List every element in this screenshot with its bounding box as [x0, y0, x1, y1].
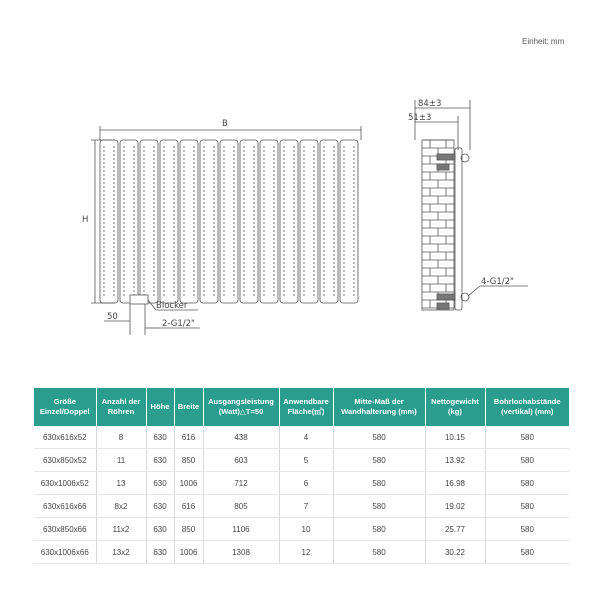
valve-block	[130, 295, 148, 304]
table-cell: 580	[333, 518, 425, 541]
height-label: H	[82, 215, 89, 225]
table-cell: 11	[96, 449, 146, 472]
column-header: Anwendbare Fläche(㎡)	[279, 388, 333, 426]
table-cell: 19.02	[425, 495, 485, 518]
radiator-side-profile	[455, 148, 462, 310]
table-cell: 1006	[174, 541, 203, 564]
table-row	[34, 426, 569, 449]
table-cell: 580	[333, 541, 425, 564]
table-cell: 850	[174, 518, 203, 541]
radiator-tube	[100, 140, 118, 303]
side-connection-leader	[468, 286, 480, 296]
radiator-tube	[300, 140, 318, 303]
table-cell: 580	[333, 495, 425, 518]
top-bracket	[437, 154, 455, 160]
table-cell: 1106	[203, 518, 279, 541]
table-cell: 630x616x52	[34, 426, 96, 449]
bottom-bracket	[437, 294, 455, 300]
table-cell: 5	[279, 449, 333, 472]
table-cell: 13	[96, 472, 146, 495]
table-cell: 580	[485, 495, 569, 518]
table-cell: 1006	[174, 472, 203, 495]
table-cell: 10	[279, 518, 333, 541]
radiator-tube	[200, 140, 218, 303]
table-cell: 630	[146, 495, 174, 518]
table-cell: 850	[174, 449, 203, 472]
table-cell: 7	[279, 495, 333, 518]
table-row	[34, 449, 569, 472]
table-cell: 12	[279, 541, 333, 564]
table-cell: 25.77	[425, 518, 485, 541]
column-header: Bohrlochabstände (vertikal) (mm)	[485, 388, 569, 426]
unit-label: Einheit: mm	[522, 37, 565, 46]
radiator-tubes	[100, 140, 358, 303]
radiator-tube	[120, 140, 138, 303]
column-header: Ausgangsleistung (Watt)△T=50	[203, 388, 279, 426]
table-cell: 13.92	[425, 449, 485, 472]
table-cell: 580	[333, 426, 425, 449]
radiator-tube	[340, 140, 358, 303]
table-cell: 630x850x66	[34, 518, 96, 541]
front-view	[91, 126, 361, 335]
column-header: Höhe	[146, 388, 174, 426]
spec-table-header	[34, 388, 569, 426]
blocker-label: Blocker	[156, 301, 188, 311]
side-connection-label: 4-G1/2"	[481, 277, 514, 287]
radiator-tube	[140, 140, 158, 303]
table-cell: 630	[146, 518, 174, 541]
radiator-tube	[240, 140, 258, 303]
blocker-leader	[148, 300, 156, 310]
table-cell: 616	[174, 426, 203, 449]
table-cell: 4	[279, 426, 333, 449]
column-header: Mitte-Maß der Wandhalterung (mm)	[333, 388, 425, 426]
offset-label: 50	[107, 312, 118, 322]
top-bracket-lower	[437, 164, 449, 170]
table-cell: 712	[203, 472, 279, 495]
spec-table-body	[34, 426, 569, 564]
column-header: Größe Einzel/Doppel	[34, 388, 96, 426]
table-cell: 580	[485, 472, 569, 495]
table-cell: 630x850x52	[34, 449, 96, 472]
table-cell: 580	[333, 449, 425, 472]
table-cell: 30.22	[425, 541, 485, 564]
table-cell: 13x2	[96, 541, 146, 564]
bottom-bracket-lower	[437, 303, 449, 309]
table-row	[34, 541, 569, 564]
table-cell: 630	[146, 426, 174, 449]
table-cell: 580	[485, 518, 569, 541]
table-cell: 16.98	[425, 472, 485, 495]
column-header: Breite	[174, 388, 203, 426]
table-cell: 630	[146, 449, 174, 472]
table-cell: 8x2	[96, 495, 146, 518]
table-cell: 630	[146, 472, 174, 495]
depth-inner-label: 51±3	[408, 113, 432, 123]
column-header: Nettogewicht (kg)	[425, 388, 485, 426]
radiator-tube	[180, 140, 198, 303]
table-cell: 11x2	[96, 518, 146, 541]
table-cell: 630x1006x52	[34, 472, 96, 495]
table-cell: 6	[279, 472, 333, 495]
table-cell: 630x1006x66	[34, 541, 96, 564]
table-row	[34, 518, 569, 541]
table-cell: 603	[203, 449, 279, 472]
table-cell: 630	[146, 541, 174, 564]
radiator-tube	[220, 140, 238, 303]
table-cell: 616	[174, 495, 203, 518]
table-cell: 580	[485, 449, 569, 472]
table-cell: 438	[203, 426, 279, 449]
table-cell: 580	[333, 472, 425, 495]
table-cell: 10.15	[425, 426, 485, 449]
table-row	[34, 472, 569, 495]
table-cell: 580	[485, 426, 569, 449]
table-cell: 1308	[203, 541, 279, 564]
width-label: B	[222, 119, 228, 129]
table-cell: 630x616x66	[34, 495, 96, 518]
radiator-tube	[280, 140, 298, 303]
table-cell: 8	[96, 426, 146, 449]
table-row	[34, 495, 569, 518]
spec-table	[34, 388, 569, 564]
radiator-tube	[160, 140, 178, 303]
depth-outer-label: 84±3	[418, 99, 442, 109]
radiator-tube	[320, 140, 338, 303]
table-cell: 805	[203, 495, 279, 518]
radiator-tube	[260, 140, 278, 303]
front-connection-label: 2-G1/2"	[162, 319, 195, 329]
column-header: Anzahl der Röhren	[96, 388, 146, 426]
table-cell: 580	[485, 541, 569, 564]
